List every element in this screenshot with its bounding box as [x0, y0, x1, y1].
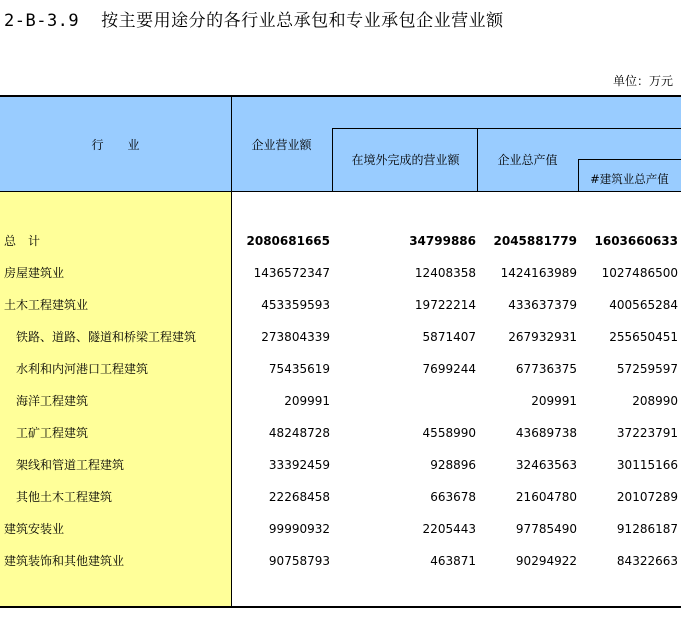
table-row	[0, 385, 681, 417]
cell-revenue: 1436572347	[253, 266, 330, 280]
header-divider	[578, 159, 681, 160]
cell-revenue: 75435619	[268, 362, 330, 376]
cell-revenue: 33392459	[268, 458, 330, 472]
column-divider	[332, 128, 333, 191]
table-row	[0, 449, 681, 481]
table-row	[0, 289, 681, 321]
cell-total-output: 1424163989	[500, 266, 577, 280]
cell-overseas: 663678	[430, 490, 476, 504]
cell-total-output: 67736375	[515, 362, 577, 376]
column-divider	[477, 128, 478, 191]
cell-total-output: 90294922	[515, 554, 577, 568]
unit-label: 单位：万元	[612, 74, 673, 88]
cell-total-output: 267932931	[508, 330, 577, 344]
cell-construction-output: 1603660633	[594, 234, 678, 248]
cell-construction-output: 255650451	[609, 330, 678, 344]
cell-overseas: 34799886	[409, 234, 476, 248]
row-label: 海洋工程建筑	[16, 394, 89, 408]
cell-overseas: 4558990	[422, 426, 476, 440]
page-title	[4, 6, 504, 31]
cell-overseas: 2205443	[422, 522, 476, 536]
header-bottom-rule	[0, 191, 681, 192]
table-row	[0, 545, 681, 577]
cell-total-output: 209991	[531, 394, 577, 408]
header-divider	[332, 128, 681, 129]
cell-overseas: 5871407	[422, 330, 476, 344]
cell-revenue: 99990932	[268, 522, 330, 536]
table-row	[0, 257, 681, 289]
cell-revenue: 90758793	[268, 554, 330, 568]
cell-total-output: 21604780	[515, 490, 577, 504]
cell-overseas: 463871	[430, 554, 476, 568]
cell-revenue: 273804339	[261, 330, 330, 344]
row-label: 房屋建筑业	[4, 266, 65, 280]
cell-total-output: 2045881779	[493, 234, 577, 248]
header-revenue: 企业营业额	[251, 138, 312, 152]
cell-total-output: 433637379	[508, 298, 577, 312]
cell-total-output: 32463563	[515, 458, 577, 472]
cell-total-output: 97785490	[515, 522, 577, 536]
cell-construction-output: 1027486500	[601, 266, 678, 280]
table-row	[0, 225, 681, 257]
row-label: 总 计	[4, 234, 41, 248]
row-label: 工矿工程建筑	[16, 426, 89, 440]
cell-revenue: 453359593	[261, 298, 330, 312]
table-code: 2-B-3.9	[4, 11, 80, 31]
row-label: 铁路、道路、隧道和桥梁工程建筑	[16, 330, 197, 344]
row-label: 土木工程建筑业	[4, 298, 89, 312]
table-title: 按主要用途分的各行业总承包和专业承包企业营业额	[101, 11, 504, 31]
data-table	[0, 95, 681, 608]
row-label: 建筑安装业	[4, 522, 65, 536]
table-row	[0, 417, 681, 449]
header-industry: 行 业	[91, 138, 140, 152]
row-label: 其他土木工程建筑	[16, 490, 113, 504]
row-label: 水利和内河港口工程建筑	[16, 362, 149, 376]
table-bottom-rule	[0, 606, 681, 608]
cell-total-output: 43689738	[515, 426, 577, 440]
cell-overseas: 7699244	[422, 362, 476, 376]
cell-overseas: 19722214	[414, 298, 476, 312]
header-total-output: 企业总产值	[497, 153, 558, 167]
row-label: 架线和管道工程建筑	[16, 458, 125, 472]
table-row	[0, 481, 681, 513]
cell-revenue: 2080681665	[246, 234, 330, 248]
cell-construction-output: 20107289	[616, 490, 678, 504]
cell-construction-output: 208990	[632, 394, 678, 408]
cell-construction-output: 91286187	[616, 522, 678, 536]
cell-revenue: 209991	[284, 394, 330, 408]
table-row	[0, 353, 681, 385]
cell-revenue: 22268458	[268, 490, 330, 504]
cell-construction-output: 57259597	[616, 362, 678, 376]
cell-construction-output: 30115166	[616, 458, 678, 472]
header-construction-output: #建筑业总产值	[590, 172, 669, 186]
row-label: 建筑装饰和其他建筑业	[4, 554, 125, 568]
cell-overseas: 12408358	[414, 266, 476, 280]
table-row	[0, 321, 681, 353]
cell-overseas: 928896	[430, 458, 476, 472]
column-divider	[578, 159, 579, 191]
cell-revenue: 48248728	[268, 426, 330, 440]
header-overseas: 在境外完成的营业额	[351, 153, 460, 167]
cell-construction-output: 400565284	[609, 298, 678, 312]
cell-construction-output: 37223791	[616, 426, 678, 440]
table-row	[0, 513, 681, 545]
cell-construction-output: 84322663	[616, 554, 678, 568]
